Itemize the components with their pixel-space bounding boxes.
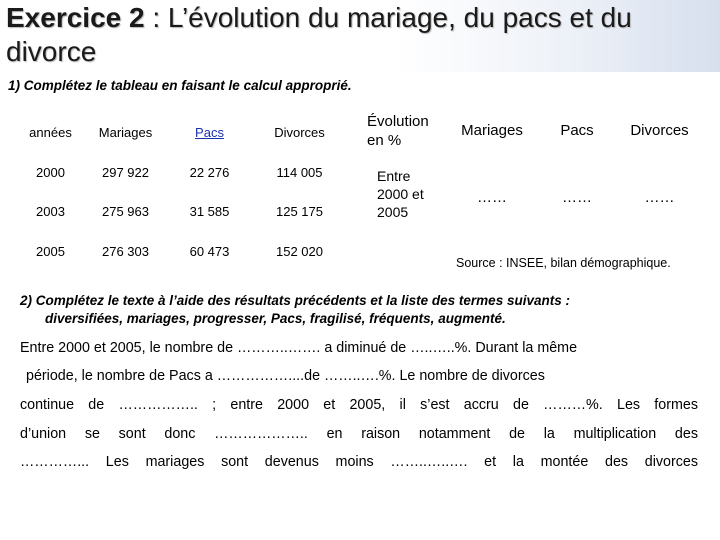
column-header-divorces: Divorces: [252, 113, 348, 153]
question-2-terms: diversifiées, mariages, progresser, Pacs, fragilisé, fréquents, augmenté.: [45, 311, 506, 326]
evolution-blank-pacs: ……: [562, 188, 592, 206]
table-cell-divorces: 125 175: [252, 192, 348, 232]
table-cell-divorces: 152 020: [252, 232, 348, 272]
text-line-4: d’union se sont donc ……………….. en raison notamment de la multiplication des: [20, 426, 698, 442]
evolution-header-divorces: Divorces: [630, 122, 689, 139]
evolution-blank-divorces: ……: [644, 188, 675, 206]
table-cell-divorces: 114 005: [252, 152, 348, 192]
table-cell-year: 2005: [18, 232, 84, 272]
evolution-table: [357, 108, 702, 236]
text-line-5: …………... Les mariages sont devenus moins ……..…..…. et la montée des divorces: [20, 454, 698, 470]
source-note: Source : INSEE, bilan démographique.: [456, 256, 671, 270]
table-row: [18, 152, 348, 192]
column-header-pacs: [168, 113, 252, 153]
text-line-1: Entre 2000 et 2005, le nombre de ………..……. a diminué de …..…..%. Durant la même: [20, 340, 578, 356]
evolution-header: Évolution en %: [367, 113, 429, 149]
column-header-years: années: [18, 113, 84, 153]
evolution-row: [357, 163, 702, 236]
question-2: [20, 292, 710, 328]
table-cell-year: 2003: [18, 192, 84, 232]
evolution-header-row: [357, 108, 702, 163]
table-cell-pacs: 60 473: [168, 232, 252, 272]
table-cell-marriages: 297 922: [84, 152, 168, 192]
table-row: [18, 192, 348, 232]
exercise-number: Exercice 2: [6, 2, 145, 33]
table-cell-marriages: 275 963: [84, 192, 168, 232]
evolution-header-pacs: Pacs: [560, 122, 594, 139]
question-2-instruction: 2) Complétez le texte à l’aide des résultats précédents et la liste des termes suivants :: [20, 293, 570, 308]
table-cell-pacs: 31 585: [168, 192, 252, 232]
pacs-link[interactable]: Pacs: [195, 124, 224, 140]
table-cell-pacs: 22 276: [168, 152, 252, 192]
column-header-marriages: Mariages: [84, 113, 168, 153]
text-line-3: continue de …………….. ; entre 2000 et 2005, il s’est accru de ………%. Les formes: [20, 397, 698, 413]
page-title: [6, 1, 706, 69]
data-table: [17, 112, 348, 272]
table-header-row: [18, 113, 348, 153]
evolution-period: Entre 2000 et 2005: [377, 167, 424, 220]
table-cell-marriages: 276 303: [84, 232, 168, 272]
exercise-topic: : L’évolution du mariage, du pacs et du divorce: [6, 2, 632, 67]
evolution-blank-marriages: ……: [477, 188, 507, 206]
evolution-header-marriages: Mariages: [461, 122, 523, 139]
table-cell-year: 2000: [18, 152, 84, 192]
text-line-2: période, le nombre de Pacs a ……………....de ……..….%. Le nombre de divorces: [26, 368, 545, 384]
table-row: [18, 232, 348, 272]
question-1: 1) Complétez le tableau en faisant le calcul approprié.: [8, 78, 352, 93]
